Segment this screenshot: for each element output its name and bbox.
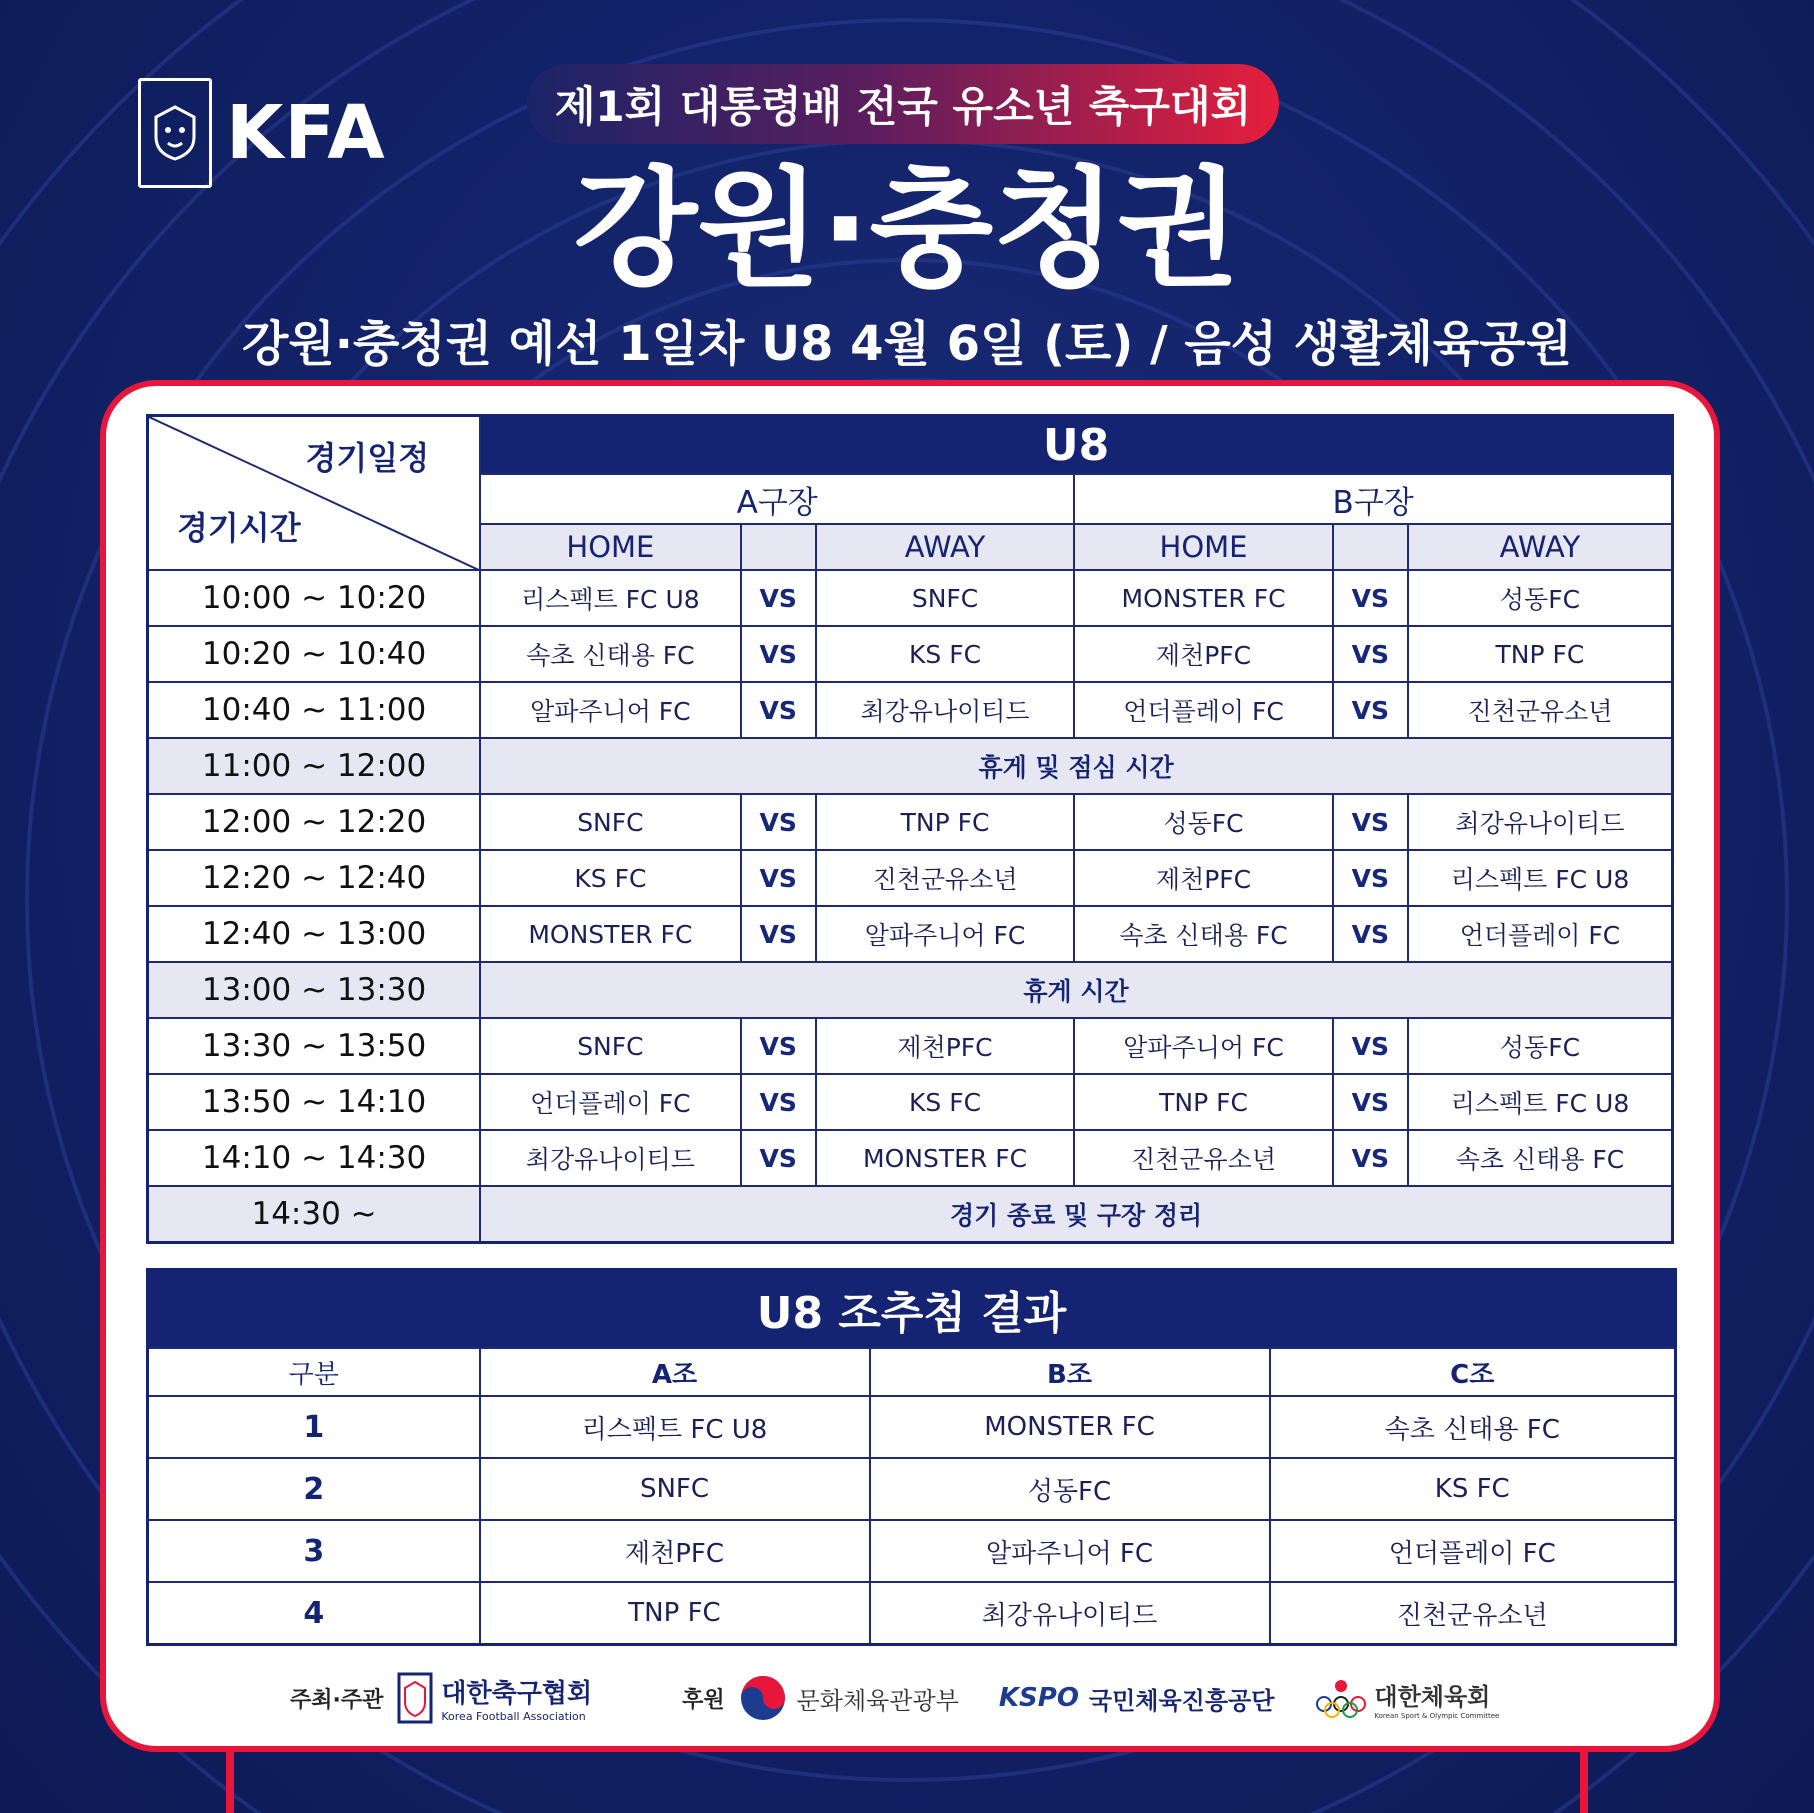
- olympic-rings-icon: [1314, 1678, 1368, 1718]
- draw-row: [148, 1520, 1676, 1582]
- draw-header-group-a: A조: [480, 1348, 870, 1396]
- break-label: 휴게 시간: [480, 962, 1672, 1018]
- away-team: KS FC: [816, 1074, 1075, 1130]
- vs-label: VS: [1333, 1130, 1408, 1186]
- kspo-sponsor: [999, 1681, 1275, 1716]
- away-team: TNP FC: [816, 794, 1075, 850]
- break-time: 14:30 ~: [148, 1186, 481, 1243]
- home-team: 진천군유소년: [1074, 1130, 1333, 1186]
- division-header: U8: [480, 416, 1672, 475]
- home-team: 언더플레이 FC: [480, 1074, 741, 1130]
- match-time: 10:40 ~ 11:00: [148, 682, 481, 738]
- schedule-row: [148, 626, 1673, 682]
- schedule-row: [148, 682, 1673, 738]
- sponsor-ksoc-sub: Korean Sport & Olympic Committee: [1374, 1711, 1500, 1720]
- match-time: 13:30 ~ 13:50: [148, 1018, 481, 1074]
- home-team: MONSTER FC: [1074, 570, 1333, 626]
- schedule-row: [148, 1018, 1673, 1074]
- schedule-row: [148, 1074, 1673, 1130]
- page-subtitle: 강원·충청권 예선 1일차 U8 4월 6일 (토) / 음성 생활체육공원: [242, 316, 1572, 372]
- host-label: 주최·주관: [290, 1687, 384, 1713]
- schedule-row: [148, 906, 1673, 962]
- vs-label: VS: [741, 794, 816, 850]
- away-team: SNFC: [816, 570, 1075, 626]
- home-team: MONSTER FC: [480, 906, 741, 962]
- group-c-team: 진천군유소년: [1270, 1582, 1676, 1645]
- away-team: KS FC: [816, 626, 1075, 682]
- vs-label: VS: [1333, 850, 1408, 906]
- away-team: 속초 신태용 FC: [1408, 1130, 1673, 1186]
- group-c-team: KS FC: [1270, 1458, 1676, 1520]
- vs-header-blank: [741, 524, 816, 570]
- table-corner-header: [148, 416, 481, 571]
- match-time: 10:20 ~ 10:40: [148, 626, 481, 682]
- away-team: 최강유나이티드: [1408, 794, 1673, 850]
- draw-rank: 2: [148, 1458, 480, 1520]
- kfa-sponsor: [397, 1672, 592, 1724]
- sponsor-kspo: 국민체육진흥공단: [1088, 1686, 1275, 1715]
- group-b-team: 알파주니어 FC: [870, 1520, 1270, 1582]
- field-b-header: B구장: [1074, 474, 1672, 524]
- home-team: 알파주니어 FC: [1074, 1018, 1333, 1074]
- support-label: 후원: [682, 1687, 725, 1713]
- host-name: 대한축구협회: [441, 1679, 593, 1709]
- away-team: 진천군유소년: [1408, 682, 1673, 738]
- break-label: 휴게 및 점심 시간: [480, 738, 1672, 794]
- break-row: [148, 1186, 1673, 1243]
- sponsor-bar: [290, 1668, 1550, 1728]
- vs-label: VS: [741, 570, 816, 626]
- home-team: 리스펙트 FC U8: [480, 570, 741, 626]
- break-time: 13:00 ~ 13:30: [148, 962, 481, 1018]
- vs-label: VS: [741, 682, 816, 738]
- vs-label: VS: [1333, 794, 1408, 850]
- frame-post-left: [226, 1752, 234, 1813]
- group-b-team: 성동FC: [870, 1458, 1270, 1520]
- schedule-row: [148, 570, 1673, 626]
- group-a-team: 리스펙트 FC U8: [480, 1396, 870, 1458]
- draw-header-group-c: C조: [1270, 1348, 1676, 1396]
- home-team: 최강유나이티드: [480, 1130, 741, 1186]
- draw-row: [148, 1582, 1676, 1645]
- event-pill: 제1회 대통령배 전국 유소년 축구대회: [527, 64, 1279, 144]
- match-time: 12:00 ~ 12:20: [148, 794, 481, 850]
- vs-label: VS: [1333, 1074, 1408, 1130]
- group-a-team: 제천PFC: [480, 1520, 870, 1582]
- draw-rank: 4: [148, 1582, 480, 1645]
- host-subname: Korea Football Association: [441, 1710, 586, 1723]
- match-time: 12:20 ~ 12:40: [148, 850, 481, 906]
- match-time: 10:00 ~ 10:20: [148, 570, 481, 626]
- away-team: 제천PFC: [816, 1018, 1075, 1074]
- group-b-team: 최강유나이티드: [870, 1582, 1270, 1645]
- vs-label: VS: [741, 1130, 816, 1186]
- vs-label: VS: [741, 906, 816, 962]
- kspo-logo: KSPO: [998, 1683, 1079, 1713]
- vs-label: VS: [1333, 682, 1408, 738]
- match-time: 12:40 ~ 13:00: [148, 906, 481, 962]
- vs-label: VS: [741, 1074, 816, 1130]
- home-team: 제천PFC: [1074, 626, 1333, 682]
- group-draw-table: [146, 1268, 1677, 1646]
- draw-header-group-b: B조: [870, 1348, 1270, 1396]
- away-team: 알파주니어 FC: [816, 906, 1075, 962]
- home-team: 속초 신태용 FC: [480, 626, 741, 682]
- break-time: 11:00 ~ 12:00: [148, 738, 481, 794]
- home-team: SNFC: [480, 794, 741, 850]
- away-team: 최강유나이티드: [816, 682, 1075, 738]
- home-team: 언더플레이 FC: [1074, 682, 1333, 738]
- draw-title: U8 조추첨 결과: [148, 1270, 1676, 1349]
- ksoc-sponsor: [1314, 1677, 1499, 1720]
- draw-rank: 1: [148, 1396, 480, 1458]
- mcst-sponsor: [739, 1674, 959, 1722]
- schedule-row: [148, 850, 1673, 906]
- away-team: 진천군유소년: [816, 850, 1075, 906]
- vs-header-blank: [1333, 524, 1408, 570]
- away-team: 리스펙트 FC U8: [1408, 1074, 1673, 1130]
- taegeuk-icon: [739, 1674, 787, 1722]
- home-team: TNP FC: [1074, 1074, 1333, 1130]
- corner-label-time: 경기시간: [177, 509, 301, 547]
- home-team: 속초 신태용 FC: [1074, 906, 1333, 962]
- frame-post-right: [1580, 1752, 1588, 1813]
- group-c-team: 언더플레이 FC: [1270, 1520, 1676, 1582]
- away-team: MONSTER FC: [816, 1130, 1075, 1186]
- vs-label: VS: [1333, 906, 1408, 962]
- break-row: [148, 738, 1673, 794]
- group-a-team: TNP FC: [480, 1582, 870, 1645]
- away-team: 성동FC: [1408, 1018, 1673, 1074]
- vs-label: VS: [1333, 570, 1408, 626]
- away-team: 언더플레이 FC: [1408, 906, 1673, 962]
- schedule-row: [148, 1130, 1673, 1186]
- away-team: TNP FC: [1408, 626, 1673, 682]
- group-c-team: 속초 신태용 FC: [1270, 1396, 1676, 1458]
- group-b-team: MONSTER FC: [870, 1396, 1270, 1458]
- group-a-team: SNFC: [480, 1458, 870, 1520]
- home-team: 제천PFC: [1074, 850, 1333, 906]
- kfa-crest-icon: [397, 1672, 433, 1724]
- sponsor-ksoc: 대한체육회: [1374, 1682, 1491, 1711]
- break-label: 경기 종료 및 구장 정리: [480, 1186, 1672, 1243]
- field-a-header: A구장: [480, 474, 1074, 524]
- away-team: 성동FC: [1408, 570, 1673, 626]
- vs-label: VS: [1333, 1018, 1408, 1074]
- match-time: 14:10 ~ 14:30: [148, 1130, 481, 1186]
- home-header: HOME: [480, 524, 741, 570]
- home-team: KS FC: [480, 850, 741, 906]
- home-team: 성동FC: [1074, 794, 1333, 850]
- vs-label: VS: [741, 850, 816, 906]
- draw-rank: 3: [148, 1520, 480, 1582]
- home-team: 알파주니어 FC: [480, 682, 741, 738]
- home-team: SNFC: [480, 1018, 741, 1074]
- vs-label: VS: [741, 1018, 816, 1074]
- sponsor-mcst: 문화체육관광부: [796, 1686, 959, 1715]
- home-header: HOME: [1074, 524, 1333, 570]
- draw-header-category: 구분: [148, 1348, 480, 1396]
- away-header: AWAY: [816, 524, 1075, 570]
- corner-label-schedule: 경기일정: [305, 439, 430, 477]
- break-row: [148, 962, 1673, 1018]
- away-header: AWAY: [1408, 524, 1673, 570]
- draw-row: [148, 1396, 1676, 1458]
- region-title: 강원·충청권: [573, 155, 1241, 304]
- schedule-row: [148, 794, 1673, 850]
- vs-label: VS: [741, 626, 816, 682]
- draw-row: [148, 1458, 1676, 1520]
- logo-text: KFA: [226, 90, 386, 176]
- match-time: 13:50 ~ 14:10: [148, 1074, 481, 1130]
- away-team: 리스펙트 FC U8: [1408, 850, 1673, 906]
- match-schedule-table: [146, 414, 1674, 1244]
- vs-label: VS: [1333, 626, 1408, 682]
